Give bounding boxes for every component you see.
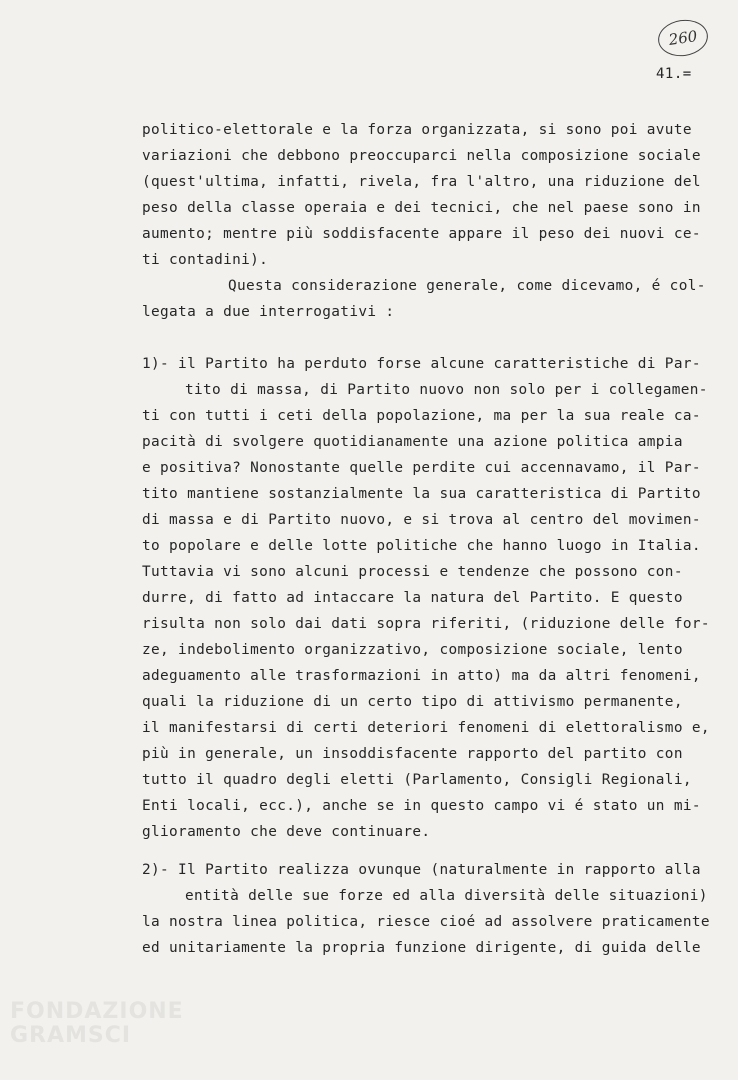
text-line: ti con tutti i ceti della popolazione, ma per la sua reale ca- xyxy=(142,408,701,424)
text-line: il manifestarsi di certi deteriori fenomeni di elettoralismo e, xyxy=(142,720,710,736)
text-line: Tuttavia vi sono alcuni processi e tendenze che possono con- xyxy=(142,564,683,580)
page-number: 41.= xyxy=(656,66,692,82)
text-line: tutto il quadro degli eletti (Parlamento, Consigli Regionali, xyxy=(142,772,692,788)
text-line: adeguamento alle trasformazioni in atto) ma da altri fenomeni, xyxy=(142,668,701,684)
text-line: durre, di fatto ad intaccare la natura del Partito. E questo xyxy=(142,590,683,606)
text-line: tito mantiene sostanzialmente la sua caratteristica di Partito xyxy=(142,486,701,502)
text-line: legata a due interrogativi : xyxy=(142,304,395,320)
text-line: Questa considerazione generale, come dicevamo, é col- xyxy=(228,278,706,294)
list-item-2-line: 2)- Il Partito realizza ovunque (naturalmente in rapporto alla xyxy=(142,862,701,878)
text-line: ed unitariamente la propria funzione dirigente, di guida delle xyxy=(142,940,701,956)
watermark-line: FONDAZIONE xyxy=(10,999,184,1024)
text-line: la nostra linea politica, riesce cioé ad assolvere praticamente xyxy=(142,914,710,930)
text-line: variazioni che debbono preoccuparci nella composizione sociale xyxy=(142,148,701,164)
text-line: (quest'ultima, infatti, rivela, fra l'altro, una riduzione del xyxy=(142,174,701,190)
archive-stamp: 260 xyxy=(656,17,711,60)
text-line: quali la riduzione di un certo tipo di attivismo permanente, xyxy=(142,694,683,710)
text-line: più in generale, un insoddisfacente rapporto del partito con xyxy=(142,746,683,762)
text-line: glioramento che deve continuare. xyxy=(142,824,431,840)
text-line: pacità di svolgere quotidianamente una azione politica ampia xyxy=(142,434,683,450)
text-line: di massa e di Partito nuovo, e si trova al centro del movimen- xyxy=(142,512,701,528)
text-line: e positiva? Nonostante quelle perdite cui accennavamo, il Par- xyxy=(142,460,701,476)
text-line: ti contadini). xyxy=(142,252,269,268)
text-line: risulta non solo dai dati sopra riferiti, (riduzione delle for- xyxy=(142,616,710,632)
text-line: peso della classe operaia e dei tecnici, che nel paese sono in xyxy=(142,200,701,216)
text-line: ze, indebolimento organizzativo, composizione sociale, lento xyxy=(142,642,683,658)
list-item-1-line: 1)- il Partito ha perduto forse alcune caratteristiche di Par- xyxy=(142,356,701,372)
text-line: politico-elettorale e la forza organizzata, si sono poi avute xyxy=(142,122,692,138)
text-line: Enti locali, ecc.), anche se in questo campo vi é stato un mi- xyxy=(142,798,701,814)
text-line: aumento; mentre più soddisfacente appare il peso dei nuovi ce- xyxy=(142,226,701,242)
text-line: entità delle sue forze ed alla diversità delle situazioni) xyxy=(185,888,708,904)
watermark xyxy=(10,1000,184,1048)
text-line: tito di massa, di Partito nuovo non solo per i collegamen- xyxy=(185,382,708,398)
watermark-line: GRAMSCI xyxy=(10,1023,132,1048)
text-line: to popolare e delle lotte politiche che hanno luogo in Italia. xyxy=(142,538,701,554)
